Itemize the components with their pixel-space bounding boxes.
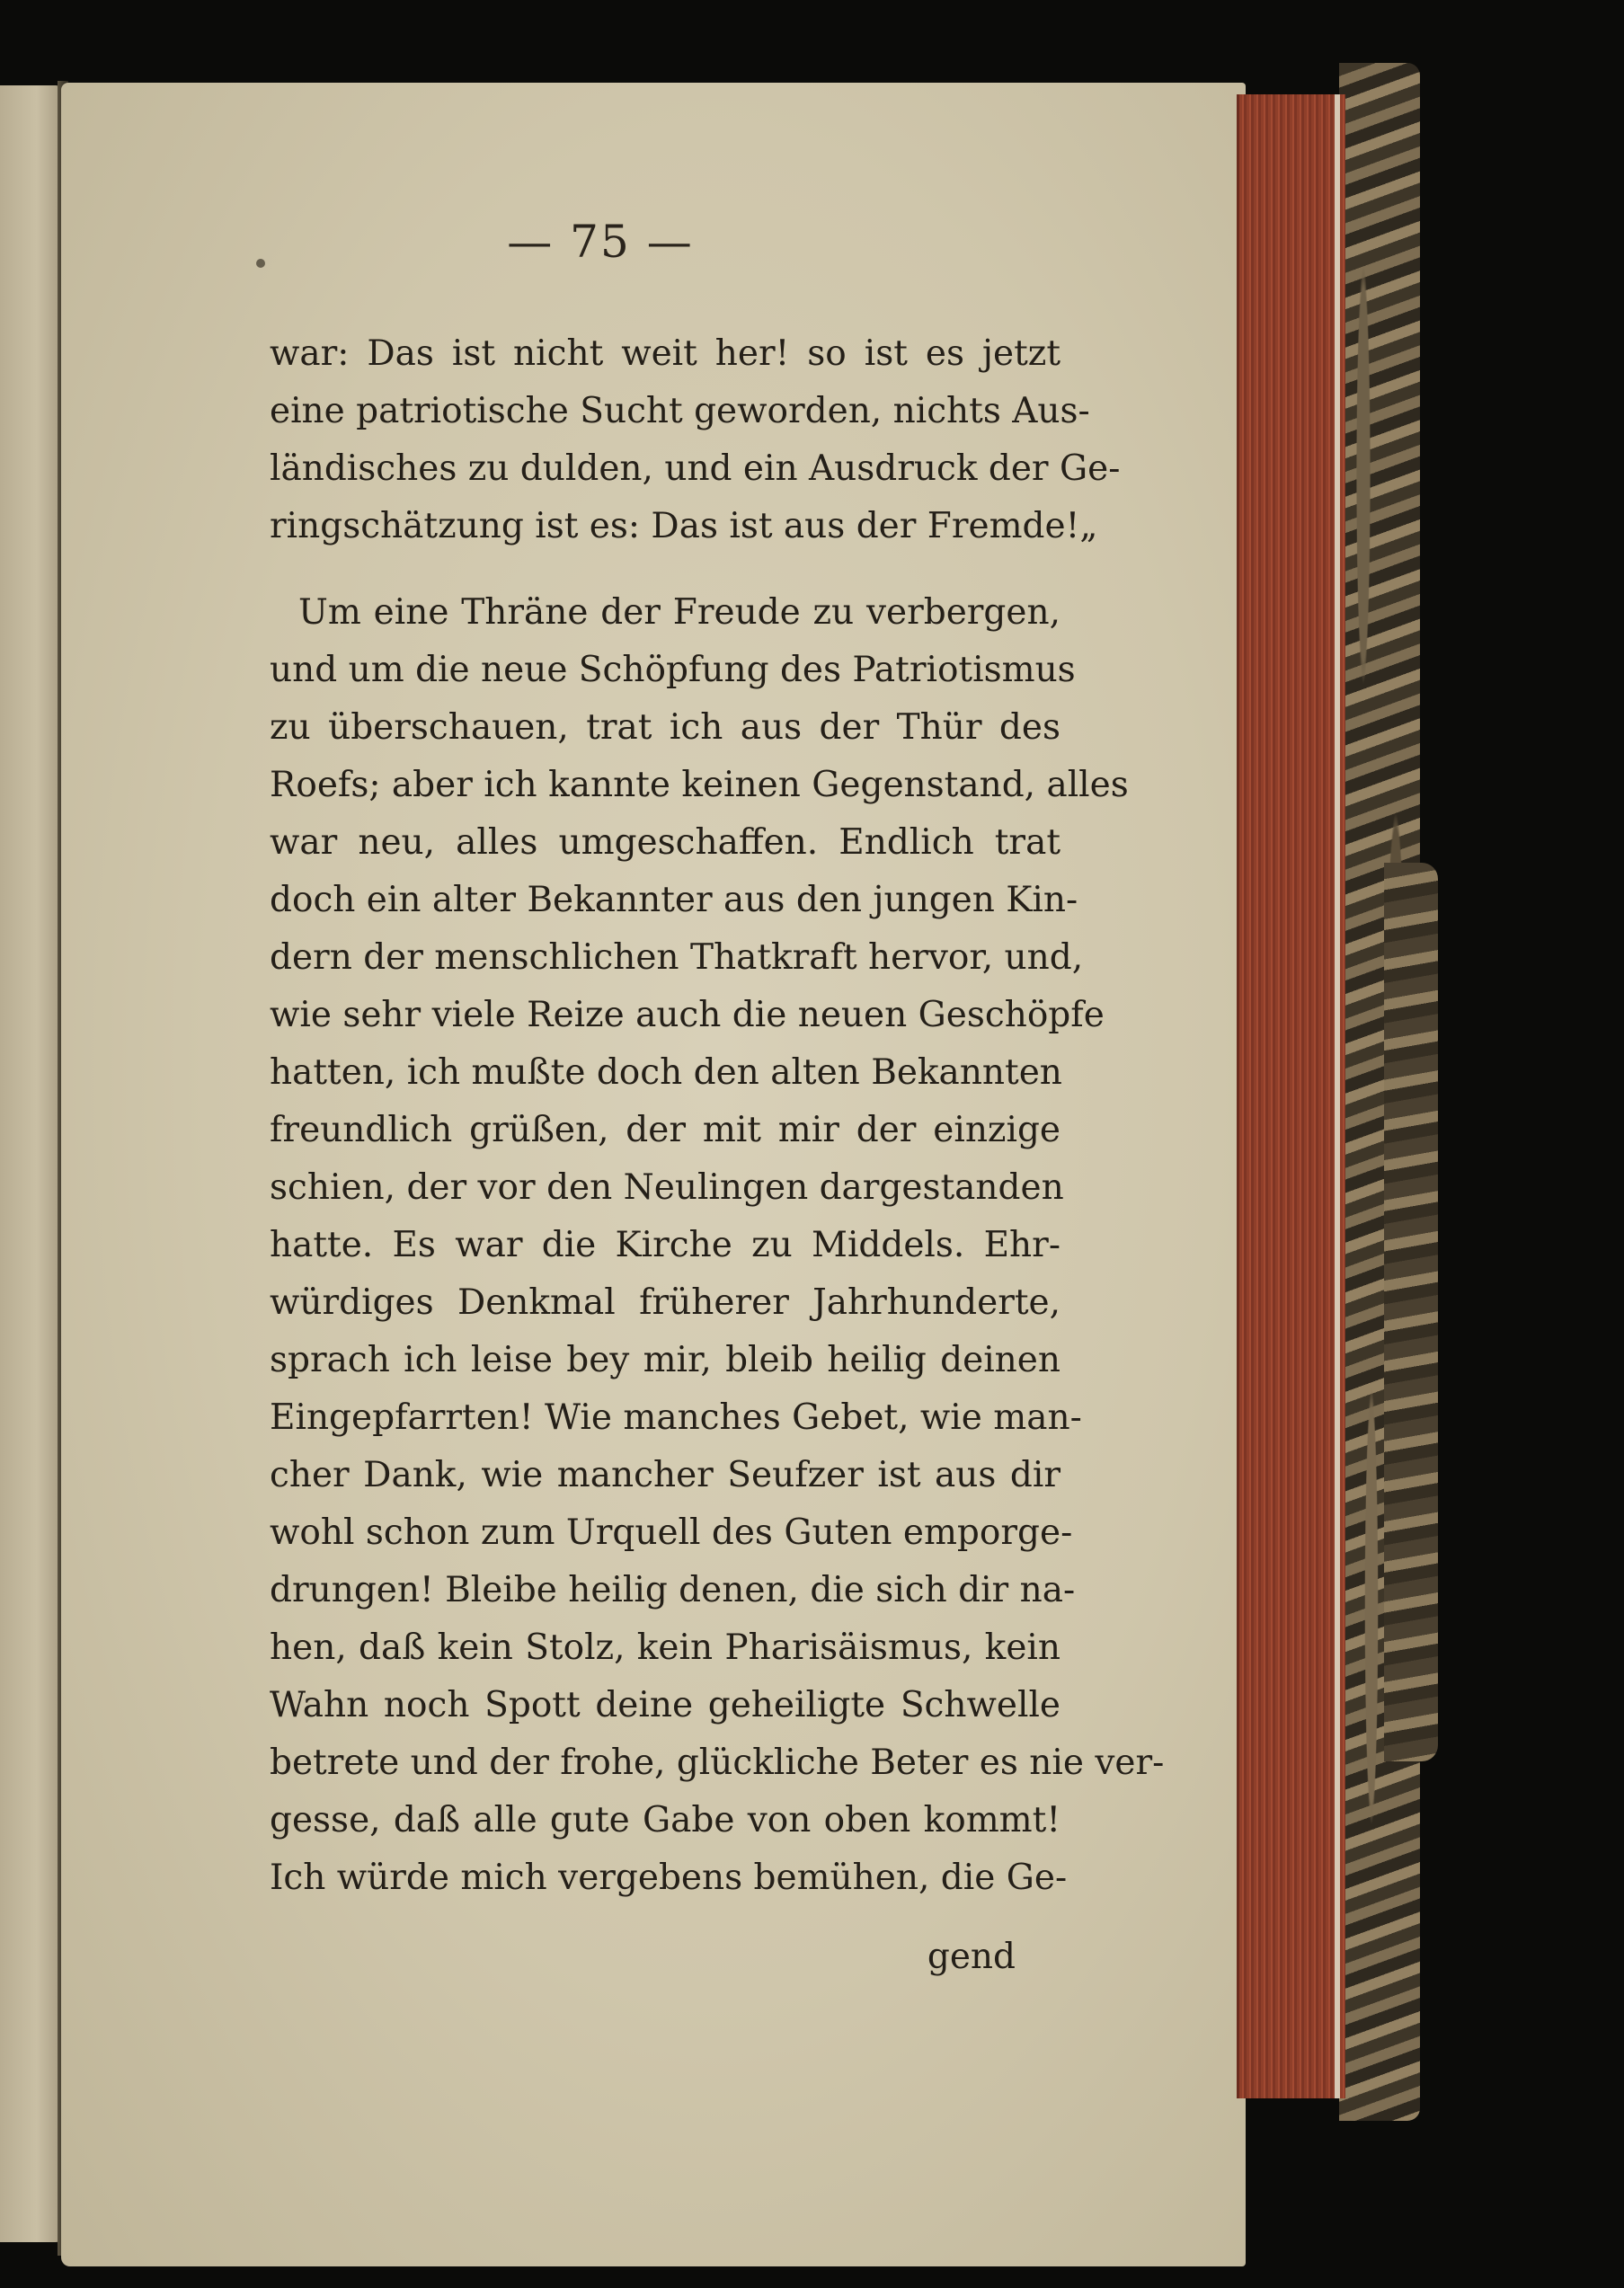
paragraph-1 xyxy=(270,325,1121,555)
paragraph-gap xyxy=(270,555,1060,584)
text-line: war: Das ist nicht weit her! so ist es jetzt xyxy=(270,333,1060,374)
text-line: würdiges Denkmal früherer Jahrhunderte, xyxy=(270,1282,1060,1323)
text-line: Ich würde mich vergebens bemühen, die Ge- xyxy=(270,1858,1068,1898)
text-line: eine patriotische Sucht geworden, nichts Aus- xyxy=(270,391,1090,431)
text-line: hen, daß kein Stolz, kein Pharisäismus, kein xyxy=(270,1627,1060,1668)
text-line: Um eine Thräne der Freude zu verbergen, xyxy=(298,592,1060,633)
text-line: war neu, alles umgeschaffen. Endlich trat xyxy=(270,822,1060,863)
page-text xyxy=(270,325,1165,1907)
catchword: gend xyxy=(927,1937,1016,1977)
text-line: wohl schon zum Urquell des Guten emporge- xyxy=(270,1512,1073,1553)
text-line: Eingepfarrten! Wie manches Gebet, wie man- xyxy=(270,1397,1082,1438)
paper-speck xyxy=(256,259,265,268)
text-line: drungen! Bleibe heilig denen, die sich dir na- xyxy=(270,1570,1076,1610)
text-line: betrete und der frohe, glückliche Beter es nie ver- xyxy=(270,1743,1165,1783)
marbled-cover-tab xyxy=(1384,863,1438,1761)
text-line: cher Dank, wie mancher Seufzer ist aus dir xyxy=(270,1455,1060,1495)
text-line: dern der menschlichen Thatkraft hervor, und, xyxy=(270,937,1084,978)
text-line: sprach ich leise bey mir, bleib heilig deinen xyxy=(270,1340,1060,1380)
text-line: schien, der vor den Neulingen dargestanden xyxy=(270,1167,1064,1208)
text-line: wie sehr viele Reize auch die neuen Geschöpfe xyxy=(270,995,1105,1035)
text-line: und um die neue Schöpfung des Patriotismus xyxy=(270,650,1076,690)
text-line: ländisches zu dulden, und ein Ausdruck der Ge- xyxy=(270,448,1121,489)
text-line: hatten, ich mußte doch den alten Bekannten xyxy=(270,1052,1062,1093)
text-line: Roefs; aber ich kannte keinen Gegenstand, alles xyxy=(270,765,1129,805)
text-line: hatte. Es war die Kirche zu Middels. Ehr- xyxy=(270,1225,1060,1265)
text-line: zu überschauen, trat ich aus der Thür des xyxy=(270,707,1060,748)
text-line: gesse, daß alle gute Gabe von oben kommt! xyxy=(270,1800,1060,1840)
text-line: doch ein alter Bekannter aus den jungen Kin- xyxy=(270,880,1078,920)
text-line: freundlich grüßen, der mit mir der einzige xyxy=(270,1110,1060,1150)
red-page-edges xyxy=(1237,94,1345,2098)
text-line: ringschätzung ist es: Das ist aus der Fremde!„ xyxy=(270,506,1098,546)
text-line: Wahn noch Spott deine geheiligte Schwelle xyxy=(270,1685,1060,1725)
paragraph-2 xyxy=(270,584,1165,1907)
facing-page-edge xyxy=(0,85,61,2242)
page-number: — 75 — xyxy=(507,216,694,268)
